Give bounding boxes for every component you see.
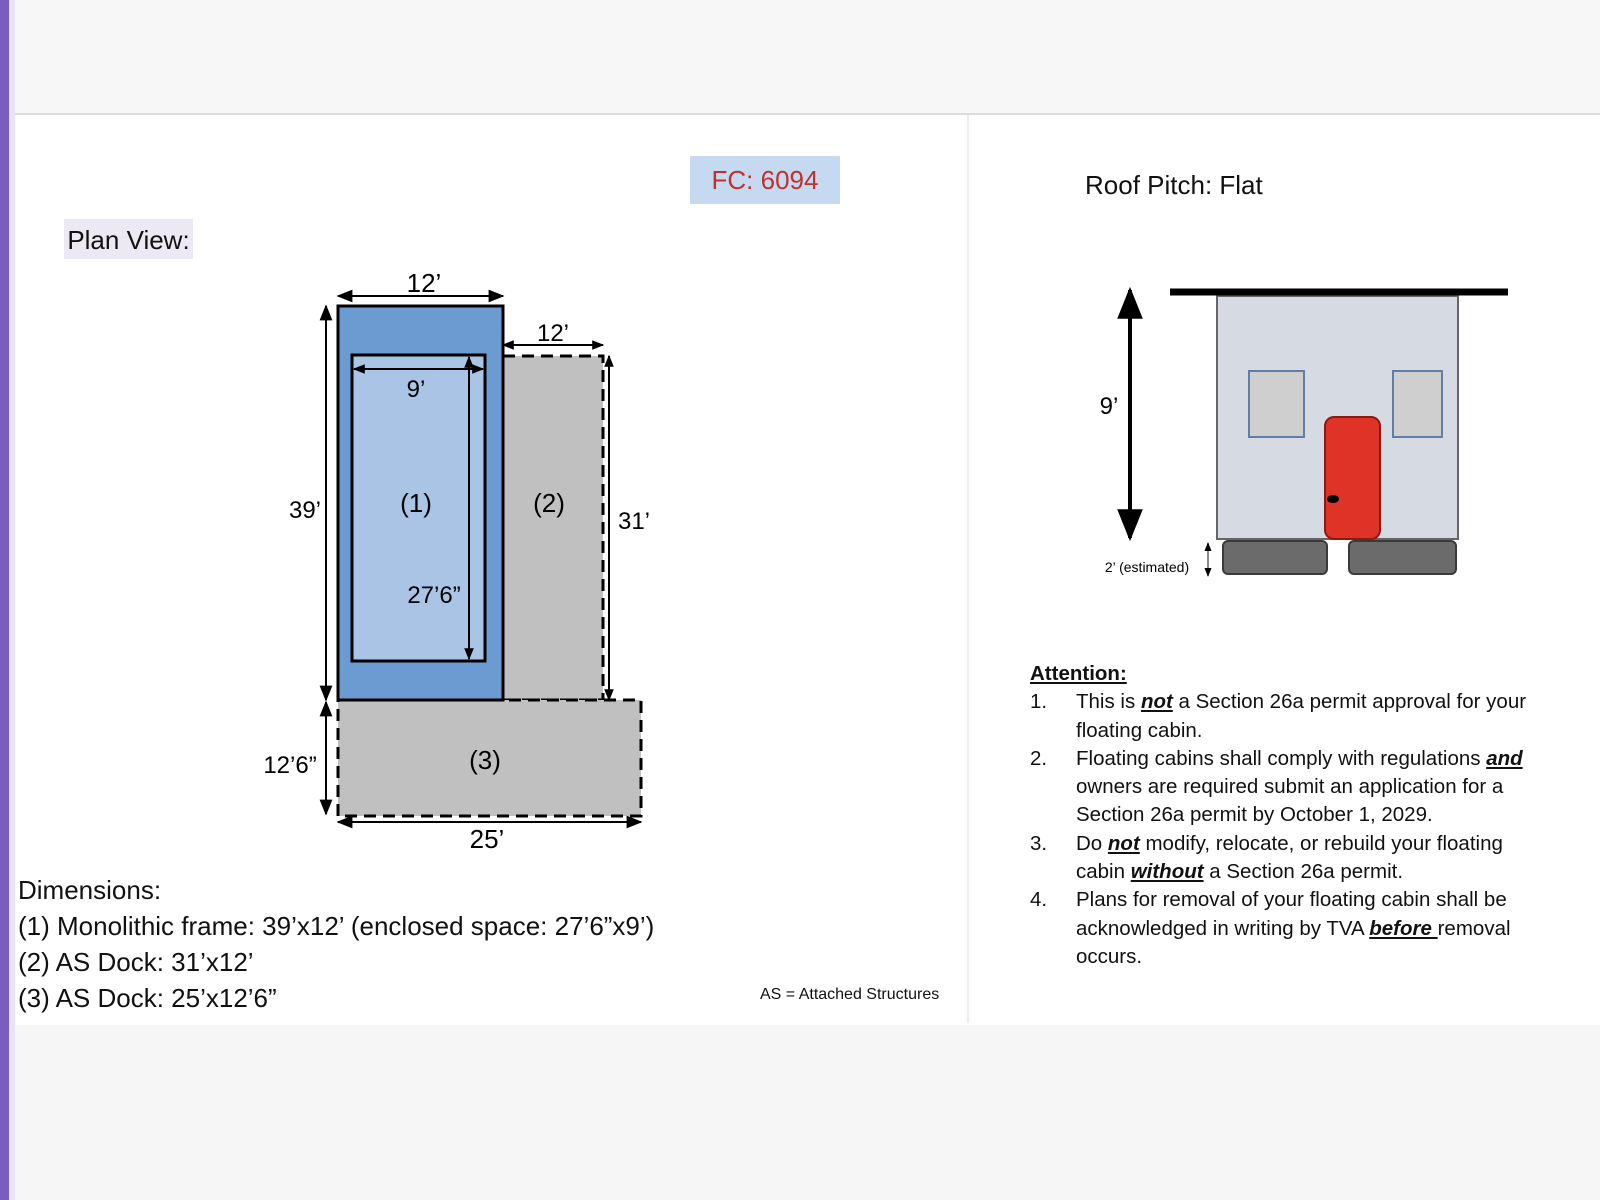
label-inner-height: 27’6” bbox=[407, 582, 461, 609]
dock-2 bbox=[503, 356, 603, 700]
attention-text: Plans for removal of your floating cabin shall be acknowledged in writing by TVA bbox=[1076, 888, 1507, 940]
attention-item bbox=[1030, 688, 1550, 745]
dimension-item-1: (1) Monolithic frame: 39’x12’ (enclosed space: 27’6”x9’) bbox=[18, 911, 655, 941]
label-dock2-height: 31’ bbox=[617, 508, 651, 535]
dimensions-block bbox=[18, 872, 654, 1016]
attention-item-number: 1. bbox=[1030, 690, 1048, 714]
attention-item bbox=[1030, 830, 1550, 887]
plan-view-label: Plan View: bbox=[64, 219, 193, 259]
attention-emphasis: and bbox=[1486, 746, 1523, 770]
attention-text: Floating cabins shall comply with regulations bbox=[1076, 746, 1487, 770]
label-top-width: 12’ bbox=[406, 268, 442, 298]
label-inner-width: 9’ bbox=[406, 376, 426, 403]
label-float-height: 2’ (estimated) bbox=[1104, 559, 1190, 575]
fc-number-badge: FC: 6094 bbox=[690, 156, 840, 204]
dimensions-heading: Dimensions: bbox=[18, 875, 162, 905]
attention-item-number: 2. bbox=[1030, 746, 1048, 770]
label-dock3-height: 12’6” bbox=[263, 752, 317, 779]
attention-text: a Section 26a permit. bbox=[1203, 860, 1404, 884]
label-left-height: 39’ bbox=[288, 497, 322, 524]
door-knob bbox=[1327, 495, 1339, 503]
attention-text: a Section 26a permit approval for your floating cabin. bbox=[1076, 690, 1527, 742]
region-2-label: (2) bbox=[533, 488, 565, 518]
attention-item-number: 4. bbox=[1030, 888, 1048, 912]
dimension-item-2: (2) AS Dock: 31’x12’ bbox=[18, 947, 254, 977]
attention-text: Do bbox=[1076, 831, 1108, 855]
attention-emphasis: not bbox=[1107, 831, 1140, 855]
attention-title: Attention: bbox=[1030, 662, 1127, 685]
attached-structures-note: AS = Attached Structures bbox=[760, 986, 940, 1003]
attention-text: removal occurs. bbox=[1076, 916, 1511, 968]
region-1-label: (1) bbox=[400, 488, 432, 518]
attention-list bbox=[1030, 688, 1550, 971]
label-dock2-width: 12’ bbox=[536, 320, 570, 347]
elevation-view bbox=[1100, 290, 1508, 576]
attention-block bbox=[1030, 660, 1550, 971]
label-cabin-height: 9’ bbox=[1099, 393, 1119, 420]
attention-emphasis: without bbox=[1130, 860, 1204, 884]
roof-pitch-label: Roof Pitch: Flat bbox=[1085, 170, 1263, 200]
window-left bbox=[1249, 371, 1304, 437]
attention-emphasis: before bbox=[1369, 916, 1438, 940]
front-door bbox=[1325, 417, 1380, 539]
attention-item bbox=[1030, 886, 1550, 971]
attention-text: This is bbox=[1076, 690, 1141, 714]
label-dock3-width: 25’ bbox=[469, 824, 505, 854]
attention-item bbox=[1030, 745, 1550, 830]
plan-view bbox=[263, 268, 650, 854]
attention-text: owners are required submit an application for a Section 26a permit by October 1, 2029. bbox=[1076, 775, 1504, 827]
attention-item-number: 3. bbox=[1030, 831, 1048, 855]
window-right bbox=[1393, 371, 1442, 437]
attention-emphasis: not bbox=[1140, 690, 1173, 714]
region-3-label: (3) bbox=[469, 745, 501, 775]
pontoon-right bbox=[1349, 541, 1456, 574]
attention-text: modify, relocate, or rebuild your floating cabin bbox=[1076, 831, 1503, 884]
pontoon-left bbox=[1223, 541, 1327, 574]
dimension-item-3: (3) AS Dock: 25’x12’6” bbox=[18, 983, 277, 1013]
